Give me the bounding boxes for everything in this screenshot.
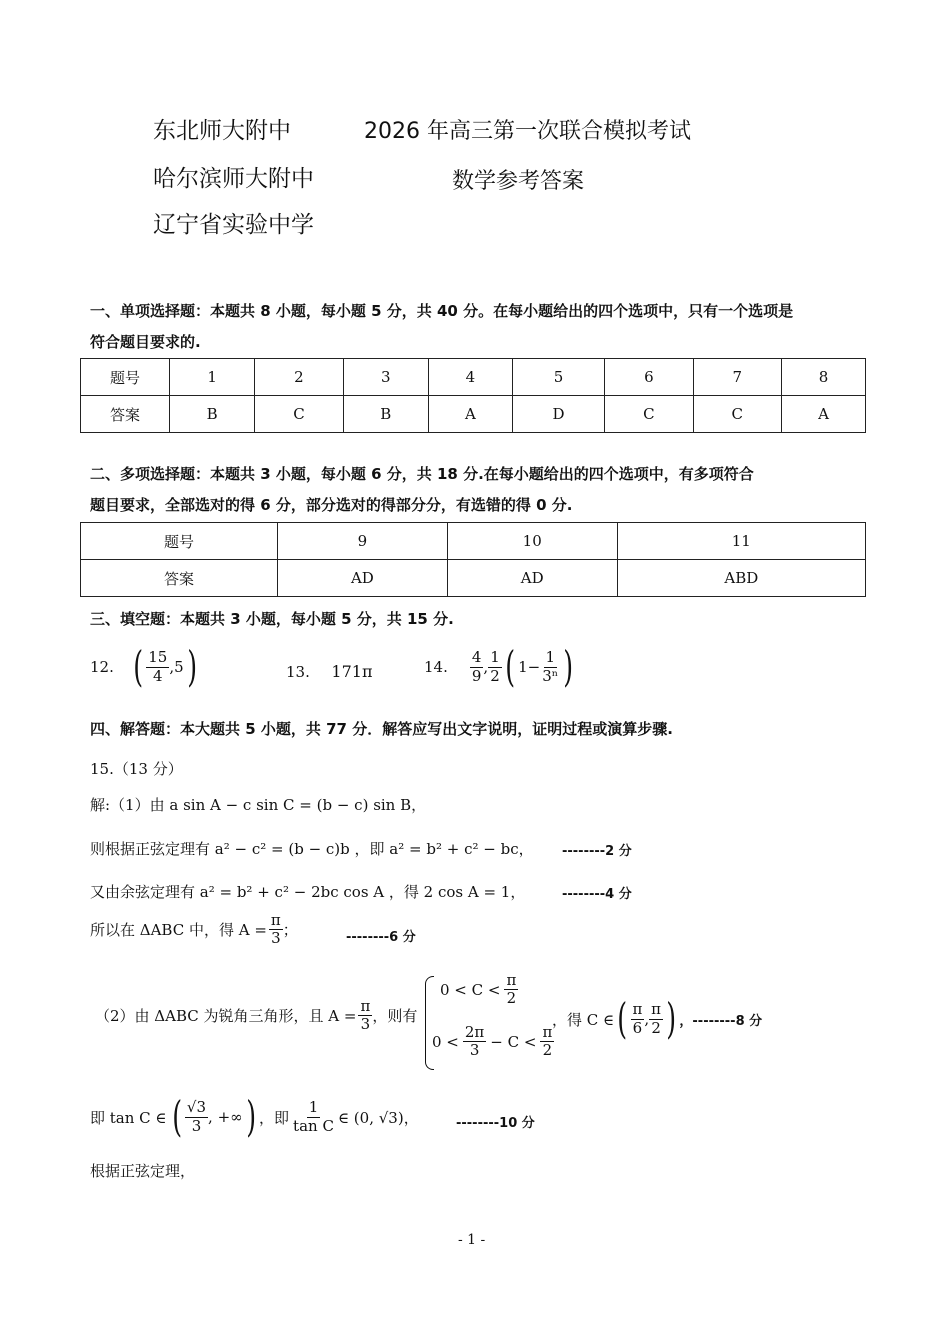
case-condition-2: 0 < $\frac{2\pi}{3}$ − C < $\frac{\pi}{2}$ [432, 1023, 553, 1060]
answer-7: C [693, 396, 781, 433]
fill-blank-answer-13 [286, 662, 372, 681]
score-marker-2: --------2 分 [562, 844, 632, 859]
score-marker-6: --------6 分 [346, 930, 416, 945]
answer-5: D [512, 396, 604, 433]
answer-4: A [428, 396, 512, 433]
table-header-question: 题号 [81, 523, 278, 560]
school-name-3: 辽宁省实验中学 [153, 212, 314, 238]
table-header-answer: 答案 [81, 560, 278, 597]
section2-heading-line2: 题目要求，全部选对的得 6 分，部分选对的得部分分，有选错的得 0 分. [90, 496, 573, 514]
solution-line-5-lead: （2）由 ΔABC 为锐角三角形，且 A = $\frac{\pi}{3}$ ，则有 [95, 997, 418, 1034]
question-number-3: 3 [343, 359, 428, 396]
table-header-answer: 答案 [81, 396, 170, 433]
question-number-1: 1 [170, 359, 255, 396]
table-header-question: 题号 [81, 359, 170, 396]
question-number-7: 7 [693, 359, 781, 396]
question-number-6: 6 [605, 359, 693, 396]
section1-heading-line2: 符合题目要求的. [90, 333, 201, 351]
school-name-1: 东北师大附中 [153, 118, 291, 144]
table-row-questions [81, 359, 866, 396]
solution-line-1: 解:（1）由 a sin A − c sin C = (b − c) sin B， [90, 796, 427, 814]
solution-line-5-result: ，得 C ∈ ( $\frac{\pi}{6}$ , $\frac{\pi}{2}$ ) ，--------8 分 [552, 994, 763, 1043]
fill-blank-answer-14: 14. $\frac{4}{9}$ , $\frac{1}{2}$ ( 1− $\frac{1}{\text{3ⁿ}}$ ) [424, 642, 574, 691]
page-number: - 1 - [458, 1232, 486, 1248]
question-number-10: 10 [447, 523, 617, 560]
q13-label: 13. [286, 663, 310, 681]
single-choice-answer-table [80, 358, 866, 433]
solution-line-7: 根据正弦定理， [90, 1162, 196, 1180]
solution-line-3: 又由余弦定理有 a² = b² + c² − 2bc cos A ，得 2 cos A = 1， [90, 883, 526, 901]
answer-2: C [255, 396, 343, 433]
q13-value: 171π [331, 662, 373, 681]
question-number-9: 9 [278, 523, 448, 560]
solution-line-4: 所以在 ΔABC 中，得 A = $\frac{\pi}{3}$ ； [90, 911, 298, 948]
question-number-11: 11 [617, 523, 865, 560]
table-row-answers [81, 396, 866, 433]
case-condition-1: 0 < C < $\frac{\pi}{2}$ [440, 971, 517, 1008]
answer-3: B [343, 396, 428, 433]
answer-10: AD [447, 560, 617, 597]
answer-6: C [605, 396, 693, 433]
question-number-4: 4 [428, 359, 512, 396]
question-number-8: 8 [782, 359, 866, 396]
q12-fraction: $\frac{15}{4}$ [148, 648, 168, 685]
school-name-2: 哈尔滨师大附中 [153, 166, 314, 192]
question-number-5: 5 [512, 359, 604, 396]
section3-heading: 三、填空题：本题共 3 小题，每小题 5 分，共 15 分. [90, 610, 454, 628]
section1-heading-line1: 一、单项选择题：本题共 8 小题，每小题 5 分，共 40 分。在每小题给出的四个选项中，只有一个选项是 [90, 302, 794, 320]
question-number-2: 2 [255, 359, 343, 396]
q15-title: 15.（13 分） [90, 760, 183, 778]
table-row-answers [81, 560, 866, 597]
answer-subtitle: 数学参考答案 [452, 169, 585, 194]
score-marker-10: --------10 分 [456, 1116, 535, 1131]
answer-9: AD [278, 560, 448, 597]
score-marker-4: --------4 分 [562, 887, 632, 902]
q12-label: 12. [90, 658, 114, 676]
exam-title: 2026 年高三第一次联合模拟考试 [364, 119, 691, 144]
q14-label: 14. [424, 658, 448, 676]
answer-8: A [782, 396, 866, 433]
score-marker-8: ，--------8 分 [679, 1013, 763, 1029]
answer-1: B [170, 396, 255, 433]
solution-line-2: 则根据正弦定理有 a² − c² = (b − c)b ，即 a² = b² + c² − bc， [90, 840, 534, 858]
section4-heading: 四、解答题：本大题共 5 小题，共 77 分．解答应写出文字说明，证明过程或演算步骤. [90, 720, 673, 738]
table-row-questions [81, 523, 866, 560]
solution-line-6: 即 tan C ∈ ( $\frac{√3}{3}$ , +∞ ) ，即 $\frac{1}{\text{tan C}}$ ∈ (0, √3)， [90, 1092, 419, 1141]
fill-blank-answer-12: 12. ( $\frac{15}{4}$ ,5 ) [90, 642, 197, 691]
answer-11: ABD [617, 560, 865, 597]
multi-choice-answer-table [80, 522, 866, 597]
section2-heading-line1: 二、多项选择题：本题共 3 小题，每小题 6 分，共 18 分.在每小题给出的四个选项中，有多项符合 [90, 465, 754, 483]
